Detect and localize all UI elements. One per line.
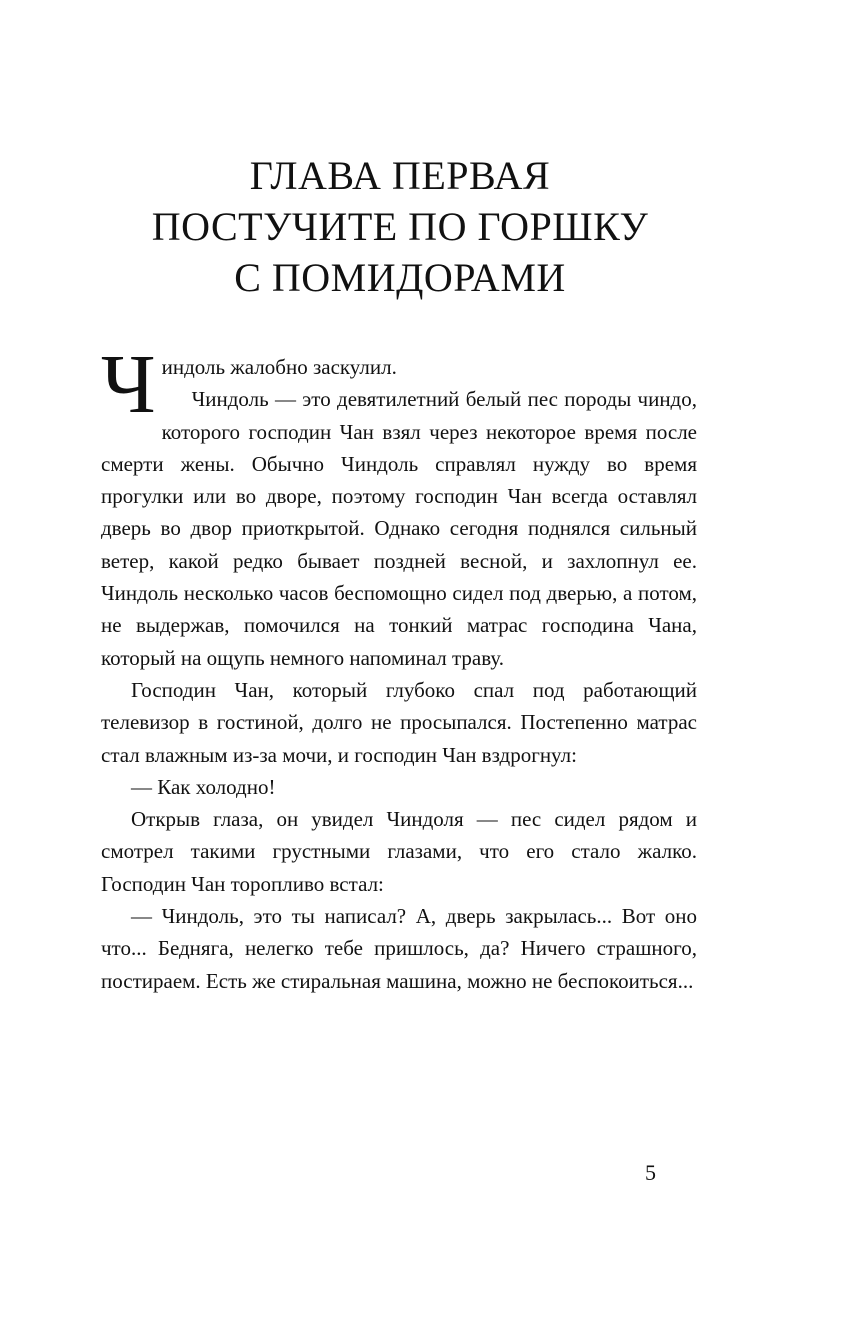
paragraph-3: Господин Чан, который глубоко спал под работающий телевизор в гостиной, долго не просыпался. Постепенно матрас стал влажным из-за мочи, и господин Чан вздрогнул: [101,677,697,767]
chapter-title-line-3: С ПОМИДОРАМИ [234,255,566,300]
paragraph-5: Открыв глаза, он увидел Чиндоля — пес сидел рядом и смотрел такими грустными глазами, что его стало жалко. Господин Чан торопливо встал: [101,807,697,896]
chapter-title-line-2: ПОСТУЧИТЕ ПО ГОРШКУ [151,204,649,249]
chapter-title [100,150,700,303]
drop-cap: Ч [101,338,156,431]
page-number: 5 [645,1160,656,1185]
paragraph-1 [101,338,697,431]
paragraph-4-dialogue: — Как холодно! [131,774,276,799]
body-text [101,338,697,997]
paragraph-2: Чиндоль — это девятилетний белый пес породы чиндо, которого господин Чан взял через некоторое время после смерти жены. Обычно Чиндоль справлял нужду во время прогулки или во дворе, поэтому господин Чан всегда оставлял дверь во двор приоткрытой. Однако сегодня поднялся сильный ветер, какой редко бывает поздней весной, и захлопнул ее. Чиндоль несколько часов беспомощно сидел под дверью, а потом, не выдержав, помочился на тонкий матрас господина Чана, который на ощупь немного напоминал траву. [101,387,697,670]
chapter-title-line-1: ГЛАВА ПЕРВАЯ [249,153,551,198]
paragraph-1-text: индоль жалобно заскулил. [161,355,397,379]
paragraph-6-dialogue: — Чиндоль, это ты написал? А, дверь закрылась... Вот оно что... Бедняга, нелегко тебе пришлось, да? Ничего страшного, постираем. Есть же стиральная машина, можно не беспокоиться... [101,904,697,993]
